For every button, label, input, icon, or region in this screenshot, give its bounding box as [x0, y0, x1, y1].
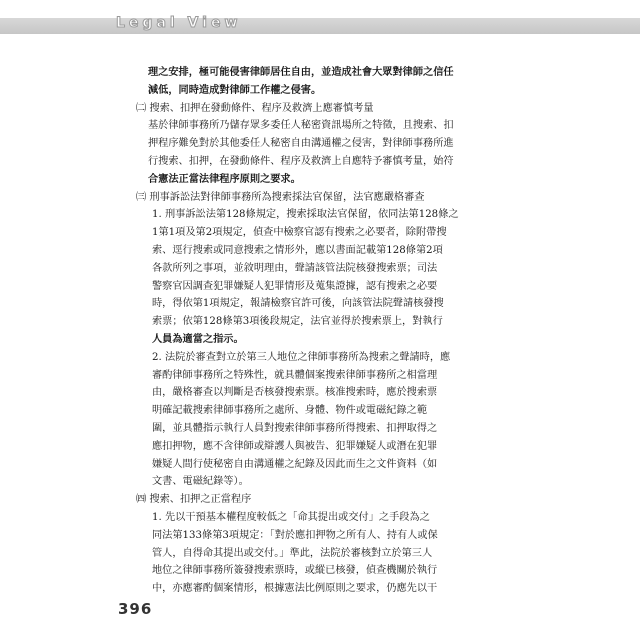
text-line: 索、逕行搜索或同意搜索之情形外，應以書面記載第128條第2項: [152, 244, 443, 256]
running-title: Legal View: [116, 15, 242, 31]
text-line: 行搜索、扣押，在發動條件、程序及救濟上自應特予審慎考量，始符: [148, 155, 454, 167]
text-line: 1第1項及第2項規定，偵查中檢察官認有搜索之必要者，除附帶搜: [152, 227, 447, 239]
text-line: ㈣ 搜索、扣押之正當程序: [136, 494, 252, 506]
text-line: 審酌律師事務所之特殊性，就具體個案搜索律師事務所之相當理: [152, 369, 438, 381]
text-line: 押程序難免對於其他委任人秘密自由溝通權之侵害，對律師事務所進: [148, 138, 454, 150]
text-line: 時，得依第1項規定，報請檢察官許可後，向該管法院聲請核發搜: [152, 298, 444, 310]
text-line: 圍，並具體指示執行人員對搜索律師事務所得搜索、扣押取得之: [152, 422, 438, 434]
text-line: 由，嚴格審查以判斷是否核發搜索票。核准搜索時，應於搜索票: [152, 387, 438, 399]
header-band: [0, 18, 640, 34]
text-line: 各款所列之事項，並敘明理由，聲請該管法院核發搜索票；司法: [152, 262, 438, 274]
text-line: ㈢ 刑事訴訟法對律師事務所為搜索採法官保留，法官應嚴格審查: [136, 191, 425, 203]
text-line: 1. 先以干預基本權程度較低之「命其提出或交付」之手段為之: [152, 511, 430, 523]
text-line: 人員為適當之指示。: [152, 332, 244, 345]
body-text: [136, 64, 503, 598]
text-line: 索票；依第128條第3項後段規定，法官並得於搜索票上，對執行: [152, 316, 443, 328]
text-line: 文書、電磁紀錄等）。: [152, 476, 249, 488]
text-line: 明確記載搜索律師事務所之處所、身體、物件或電磁紀錄之範: [152, 405, 428, 417]
text-line: 基於律師事務所乃儲存眾多委任人秘密資訊場所之特徵，且搜索、扣: [148, 120, 454, 132]
text-line: 同法第133條第3項規定：「對於應扣押物之所有人、持有人或保: [152, 529, 438, 541]
text-line: 警察官因調查犯罪嫌疑人犯罪情形及蒐集證據，認有搜索之必要: [152, 280, 438, 292]
text-line: 中，亦應審酌個案情形，根據憲法比例原則之要求，仍應先以干: [152, 583, 438, 595]
text-line: 合憲法正當法律程序原則之要求。: [148, 172, 301, 185]
text-line: 1. 刑事訴訟法第128條規定，搜索採取法官保留，依同法第128條之: [152, 209, 459, 221]
text-line: 應扣押物，應不含律師或辯護人與被告、犯罪嫌疑人或潛在犯罪: [152, 440, 438, 452]
text-line: 理之安排，極可能侵害律師居住自由，並造成社會大眾對律師之信任: [148, 66, 454, 78]
text-line: 地位之律師事務所簽發搜索票時，或縱已核發，偵查機關於執行: [152, 565, 438, 577]
text-line: 嫌疑人間行使秘密自由溝通權之紀錄及因此而生之文件資料（如: [152, 458, 438, 470]
page-number: 396: [118, 600, 153, 618]
text-line: 管人，自得命其提出或交付。」準此，法院於審核對立於第三人: [152, 547, 433, 559]
text-line: ㈡ 搜索、扣押在發動條件、程序及救濟上應審慎考量: [136, 102, 374, 114]
text-line: 2. 法院於審查對立於第三人地位之律師事務所為搜索之聲請時，應: [152, 351, 451, 363]
text-line: 減低，同時造成對律師工作權之侵害。: [148, 83, 322, 96]
